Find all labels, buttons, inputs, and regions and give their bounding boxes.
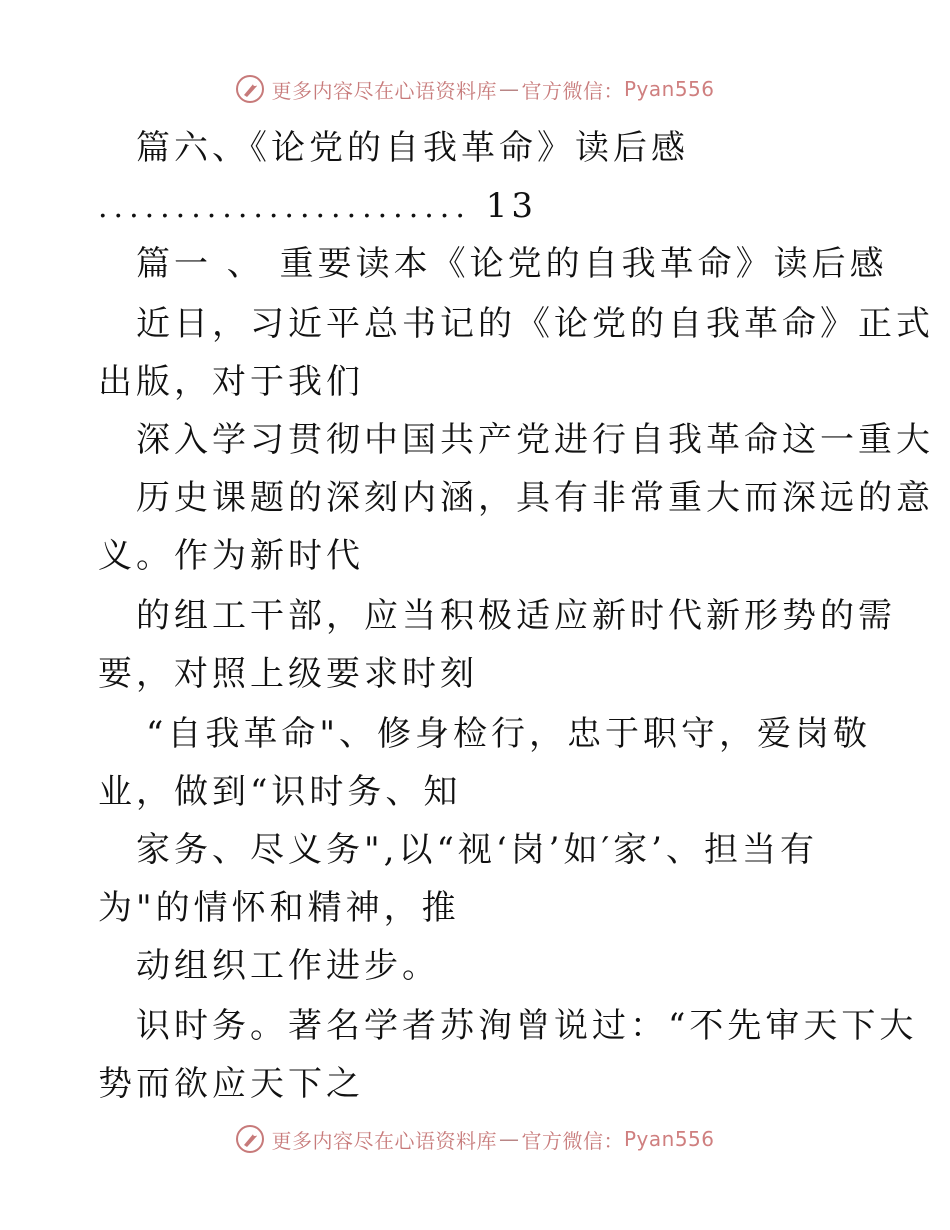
section-heading: 篇一 、 重要读本《论党的自我革命》读后感 xyxy=(136,244,888,284)
body-line: 识时务。著名学者苏洵曾说过：“不先审天下大 xyxy=(136,1006,918,1046)
body-line: 家务、尽义务",以“视‘岗’如′家’、担当有 xyxy=(136,830,818,870)
body-line: 义。作为新时代 xyxy=(98,536,364,576)
body-line: 势而欲应天下之 xyxy=(98,1064,364,1104)
watermark-wechat-label: 官方微信： xyxy=(521,78,624,103)
body-line: 出版，对于我们 xyxy=(98,362,364,402)
header-watermark xyxy=(0,74,950,104)
watermark-wechat-label: 官方微信： xyxy=(521,1128,624,1153)
pen-nib-circle-icon xyxy=(235,1124,265,1154)
footer-watermark xyxy=(0,1124,950,1154)
toc-entry-title: 篇六、《论党的自我革命》读后感 xyxy=(136,128,689,168)
watermark-wechat-id: Pyan556 xyxy=(623,1127,715,1151)
toc-entry-dots: ........................ xyxy=(98,190,471,225)
body-line: 的组工干部，应当积极适应新时代新形势的需 xyxy=(136,596,896,636)
watermark-separator: — xyxy=(498,1127,520,1151)
body-line: 动组织工作进步。 xyxy=(136,946,440,986)
watermark-site-text: 更多内容尽在心语资料库 xyxy=(271,78,497,103)
pen-nib-circle-icon xyxy=(235,74,265,104)
body-line: 近日，习近平总书记的《论党的自我革命》正式 xyxy=(136,304,934,344)
watermark-wechat-id: Pyan556 xyxy=(623,77,715,101)
watermark-separator: — xyxy=(498,77,520,101)
toc-entry-page-number: 13 xyxy=(485,186,537,226)
body-line: 要，对照上级要求时刻 xyxy=(98,654,478,694)
watermark-site-text: 更多内容尽在心语资料库 xyxy=(271,1128,497,1153)
body-line: 为"的情怀和精神，推 xyxy=(98,888,460,928)
toc-entry-leader xyxy=(0,186,950,228)
body-line: 业，做到“识时务、知 xyxy=(98,772,462,812)
body-line: 历史课题的深刻内涵，具有非常重大而深远的意 xyxy=(136,478,934,518)
body-line: “自我革命"、修身检行，忠于职守，爱岗敬 xyxy=(146,714,872,754)
body-line: 深入学习贯彻中国共产党进行自我革命这一重大 xyxy=(136,420,934,460)
